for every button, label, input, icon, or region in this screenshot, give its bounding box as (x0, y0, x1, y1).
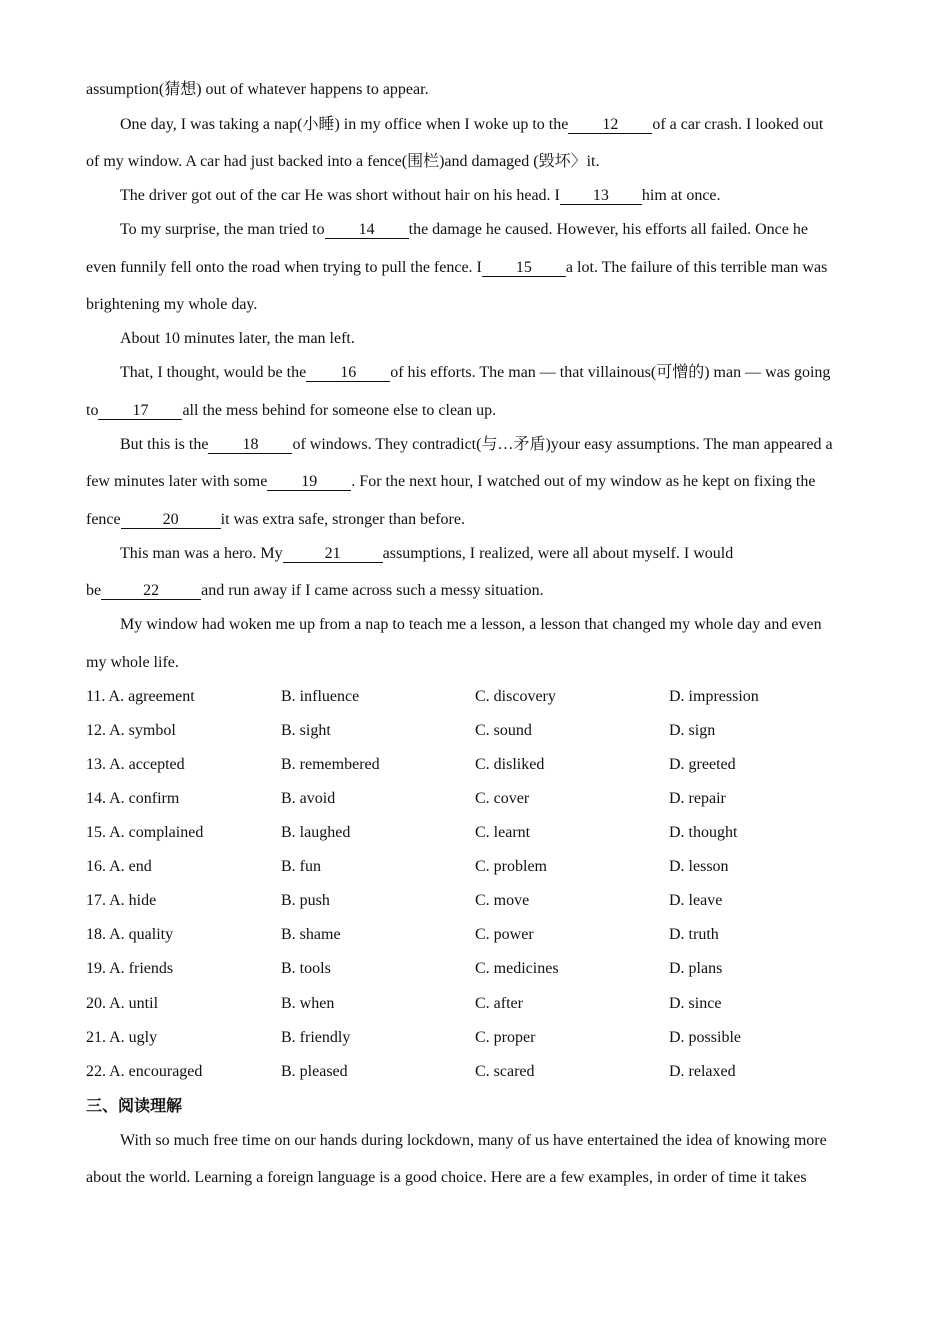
text: brightening my whole day. (86, 296, 258, 313)
text: assumptions, I realized, were all about myself. I would (382, 545, 734, 562)
blank-12: 12 (568, 116, 652, 134)
option-a: 13. A. accepted (86, 756, 185, 773)
passage-line (120, 615, 822, 635)
passage-line (120, 115, 823, 135)
option-d: D. sign (669, 722, 716, 739)
option-c: C. power (475, 926, 534, 943)
text: all the mess behind for someone else to clean up. (182, 402, 497, 419)
option-d: D. greeted (669, 756, 736, 773)
passage-line (120, 186, 721, 206)
option-a: 19. A. friends (86, 960, 174, 977)
blank-20: 20 (121, 511, 221, 529)
text: it was extra safe, stronger than before. (220, 511, 465, 528)
text: About 10 minutes later, the man left. (120, 330, 355, 347)
text: To my surprise, the man tried to (120, 221, 325, 238)
text: few minutes later with some (86, 473, 268, 490)
option-d: D. leave (669, 892, 723, 909)
option-c: C. discovery (475, 688, 556, 705)
blank-21: 21 (283, 545, 383, 563)
option-b: B. push (281, 892, 330, 909)
text: a lot. The failure of this terrible man was (565, 259, 828, 276)
option-c: C. learnt (475, 824, 531, 841)
option-c: C. scared (475, 1063, 535, 1080)
option-b: B. when (281, 995, 335, 1012)
option-c: C. sound (475, 722, 532, 739)
option-b: B. sight (281, 722, 331, 739)
option-c: C. problem (475, 858, 547, 875)
text: my whole life. (86, 654, 179, 671)
text: of his efforts. The man — that villainous(可憎的) man — was going (390, 364, 831, 381)
passage-line (86, 472, 815, 492)
option-c: C. move (475, 892, 530, 909)
text: be (86, 582, 102, 599)
blank-13: 13 (560, 187, 642, 205)
blank-18: 18 (208, 436, 292, 454)
option-d: D. lesson (669, 858, 729, 875)
text: The driver got out of the car He was short without hair on his head. I (120, 187, 560, 204)
option-a: 20. A. until (86, 995, 159, 1012)
passage-line (120, 363, 830, 383)
option-d: D. truth (669, 926, 719, 943)
text: With so much free time on our hands during lockdown, many of us have entertained the idea of knowing more (120, 1132, 827, 1149)
section-heading: 三、阅读理解 (86, 1096, 183, 1115)
option-b: B. remembered (281, 756, 380, 773)
text: One day, I was taking a nap(小睡) in my office when I woke up to the (120, 116, 569, 133)
blank-22: 22 (101, 582, 201, 600)
option-d: D. relaxed (669, 1063, 736, 1080)
text: of my window. A car had just backed into a fence(围栏)and damaged (毁坏〉it. (86, 153, 600, 170)
blank-17: 17 (98, 402, 182, 420)
passage-line (86, 258, 827, 278)
text: him at once. (641, 187, 721, 204)
option-a: 16. A. end (86, 858, 152, 875)
text: and run away if I came across such a messy situation. (201, 582, 544, 599)
option-c: C. after (475, 995, 523, 1012)
option-a: 12. A. symbol (86, 722, 176, 739)
text: even funnily fell onto the road when trying to pull the fence. I (86, 259, 482, 276)
text: to (86, 402, 99, 419)
passage-line (120, 544, 733, 564)
passage-line (86, 80, 429, 100)
passage-line (120, 435, 833, 455)
option-a: 21. A. ugly (86, 1029, 158, 1046)
text: assumption(猜想) out of whatever happens to appear. (86, 81, 429, 98)
passage-line (86, 581, 544, 601)
text: This man was a hero. My (120, 545, 283, 562)
option-b: B. pleased (281, 1063, 348, 1080)
text: But this is the (120, 436, 209, 453)
option-b: B. avoid (281, 790, 336, 807)
option-d: D. plans (669, 960, 723, 977)
passage-line (86, 653, 179, 673)
option-a: 15. A. complained (86, 824, 204, 841)
option-a: 11. A. agreement (86, 688, 195, 705)
text: of windows. They contradict(与…矛盾)your easy assumptions. The man appeared a (292, 436, 833, 453)
option-b: B. influence (281, 688, 360, 705)
passage-line (120, 1131, 827, 1151)
option-a: 17. A. hide (86, 892, 157, 909)
option-c: C. disliked (475, 756, 545, 773)
passage-line (86, 152, 600, 172)
blank-15: 15 (482, 259, 566, 277)
text: of a car crash. I looked out (652, 116, 824, 133)
option-a: 14. A. confirm (86, 790, 180, 807)
passage-line (86, 510, 465, 530)
blank-19: 19 (267, 473, 351, 491)
option-c: C. proper (475, 1029, 536, 1046)
text: That, I thought, would be the (120, 364, 307, 381)
option-b: B. fun (281, 858, 321, 875)
option-a: 18. A. quality (86, 926, 174, 943)
blank-14: 14 (325, 221, 409, 239)
option-a: 22. A. encouraged (86, 1063, 203, 1080)
option-d: D. thought (669, 824, 738, 841)
option-d: D. repair (669, 790, 726, 807)
option-b: B. friendly (281, 1029, 351, 1046)
passage-line (120, 220, 808, 240)
passage-line (86, 295, 257, 315)
text: My window had woken me up from a nap to teach me a lesson, a lesson that changed my whole day and even (120, 616, 822, 633)
option-d: D. impression (669, 688, 759, 705)
option-b: B. tools (281, 960, 331, 977)
passage-line (86, 401, 496, 421)
passage-line (120, 329, 355, 349)
passage-line (86, 1168, 807, 1188)
option-d: D. since (669, 995, 722, 1012)
option-b: B. laughed (281, 824, 351, 841)
option-b: B. shame (281, 926, 341, 943)
blank-16: 16 (306, 364, 390, 382)
option-c: C. medicines (475, 960, 559, 977)
text: about the world. Learning a foreign language is a good choice. Here are a few examples, in order of time it takes (86, 1169, 807, 1186)
option-c: C. cover (475, 790, 530, 807)
text: fence (86, 511, 121, 528)
text: the damage he caused. However, his efforts all failed. Once he (408, 221, 808, 238)
text: . For the next hour, I watched out of my window as he kept on fixing the (351, 473, 816, 490)
option-d: D. possible (669, 1029, 741, 1046)
